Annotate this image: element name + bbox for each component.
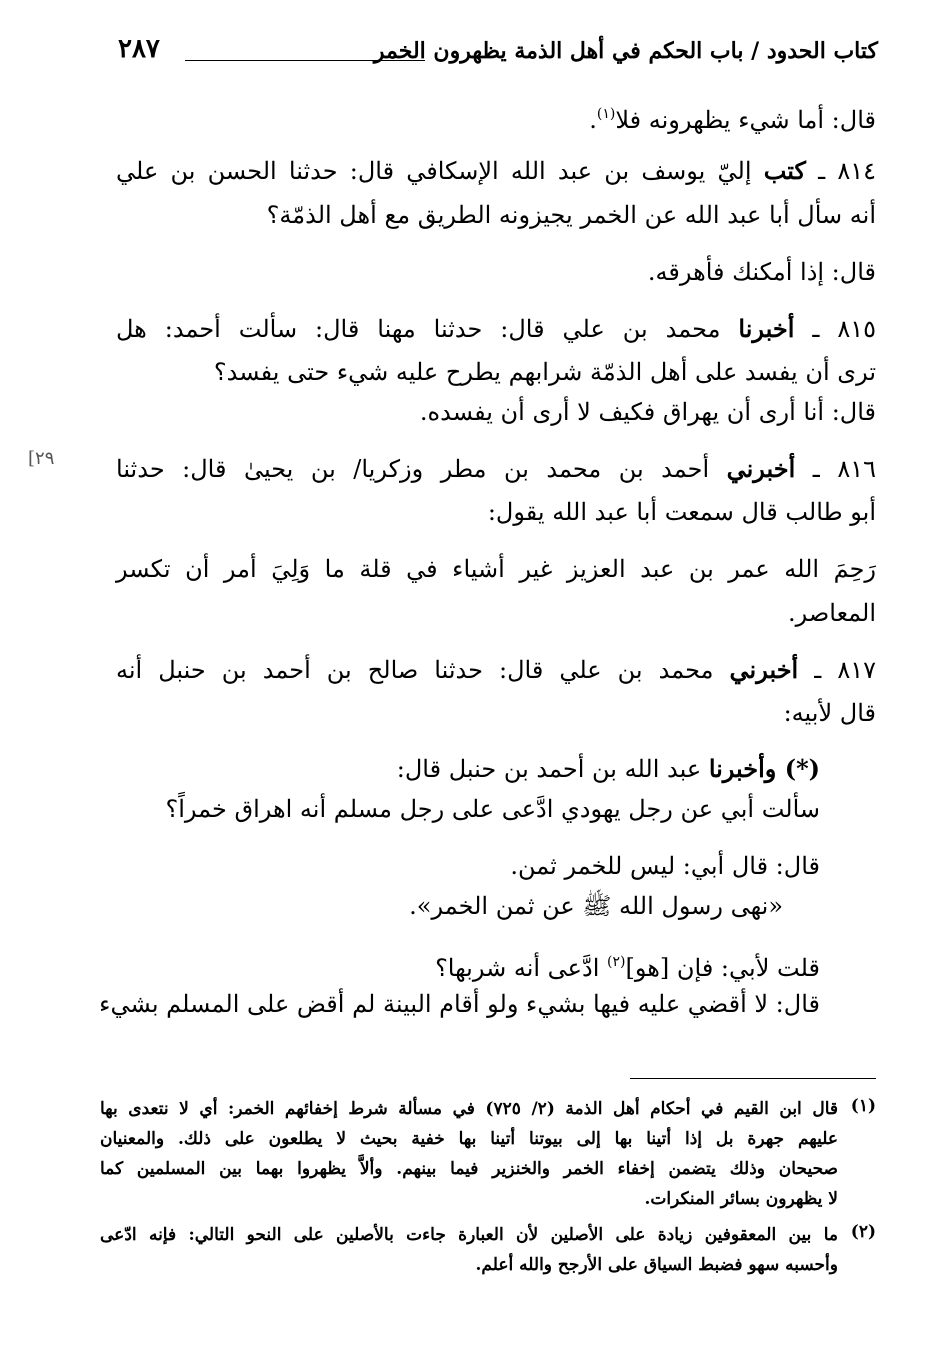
text-line: ترى أن يفسد على أهل الذمّة شرابهم يطرح عليه شيء حتى يفسد؟ — [213, 358, 876, 386]
line-text: . — [589, 106, 597, 134]
footnote-separator — [630, 1078, 876, 1079]
entry-keyword: أخبرنا — [738, 314, 795, 343]
text-line: قال: أنا أرى أن يهراق فكيف لا أرى أن يفسده. — [419, 398, 876, 426]
text-line: رَحِمَ الله عمر بن عبد العزيز غير أشياء في قلة ما وَلِيَ أمر أن تكسر — [116, 555, 876, 583]
text-line — [397, 753, 820, 785]
line-text: عبد الله بن أحمد بن حنبل قال: — [396, 755, 702, 783]
line-text: محمد بن علي قال: حدثنا مهنا قال: سألت أحمد: هل — [116, 315, 721, 343]
text-line: قال لأبيه: — [783, 699, 876, 727]
entry-keyword: أخبرني — [729, 655, 799, 684]
footnote-ref: (١) — [596, 106, 616, 122]
hadith-quote: «نهى رسول الله ﷺ عن ثمن الخمر». — [409, 892, 783, 920]
line-text: ادَّعى أنه شربها؟ — [435, 954, 600, 982]
line-text: إليّ يوسف بن عبد الله الإسكافي قال: حدثنا الحسن بن علي — [116, 157, 752, 185]
page-number: ٢٨٧ — [118, 34, 160, 64]
text-line — [435, 946, 820, 984]
footnote-1-line: صحيحان وذلك يتضمن إخفاء الخمر والخنزير فيما بينهم. وألاَّ يظهروا بهما بين المسلمين كما — [100, 1159, 838, 1179]
text-line: قال: لا أقضي عليه فيها بشيء ولو أقام البينة لم أقض على المسلم بشيء — [99, 990, 820, 1018]
line-text: قلت لأبي: فإن [هو] — [625, 954, 820, 982]
entry-number: ٨١٧ ـ — [814, 656, 876, 684]
line-text: قال: أما شيء يظهرونه فلا — [615, 106, 876, 134]
footnote-1-line: قال ابن القيم في أحكام أهل الذمة (٢/ ٧٢٥) في مسألة شرط إخفائهم الخمر: أي لا نتعدى بها — [100, 1099, 838, 1119]
text-line: قال: قال أبي: ليس للخمر ثمن. — [510, 852, 820, 880]
entry-number: ٨١٦ ـ — [812, 455, 876, 483]
text-line: أنه سأل أبا عبد الله عن الخمر يجيزونه الطريق مع أهل الذمّة؟ — [266, 201, 876, 229]
footnote-2-line: ما بين المعقوفين زيادة على الأصلين لأن العبارة جاءت بالأصلين على النحو التالي: فإنه ادّعى — [100, 1225, 838, 1245]
footnote-2-line: وأحسبه سهو فضبط السياق على الأرجح والله أعلم. — [475, 1255, 838, 1275]
entry-817 — [116, 654, 876, 686]
entry-815 — [116, 313, 876, 345]
entry-keyword: أخبرني — [726, 454, 796, 483]
text-line: أبو طالب قال سمعت أبا عبد الله يقول: — [487, 498, 876, 526]
line-text: أحمد بن محمد بن مطر وزكريا/ بن يحيىٰ قال: حدثنا — [116, 455, 710, 483]
entry-number: ٨١٥ ـ — [812, 315, 876, 343]
footnote-number: (١) — [850, 1096, 876, 1116]
footnote-number: (٢) — [850, 1222, 876, 1242]
entry-814 — [116, 155, 876, 187]
footnote-1-line: لا يظهرون بسائر المنكرات. — [644, 1189, 838, 1209]
running-header-title: كتاب الحدود / باب الحكم في أهل الذمة يظهرون الخمر — [373, 38, 878, 64]
entry-number: ٨١٤ ـ — [818, 157, 877, 185]
text-line — [589, 98, 876, 136]
text-line: المعاصر. — [788, 599, 876, 627]
header-rule — [185, 60, 425, 61]
footnote-ref: (٢) — [607, 954, 626, 970]
text-line: قال: إذا أمكنك فأهرقه. — [647, 258, 876, 286]
entry-keyword: (*) وأخبرنا — [708, 754, 820, 783]
entry-816 — [116, 453, 876, 485]
text-line: سألت أبي عن رجل يهودي ادَّعى على رجل مسلم أنه اهراق خمراً؟ — [165, 795, 820, 823]
margin-page-reference: [٢٩ — [28, 448, 55, 469]
footnote-1-line: عليهم جهرة بل إذا أتينا بها إلى بيوتنا أتينا بها خفية بحيث لا يطلعون على ذلك. والمعنيان — [100, 1129, 838, 1149]
line-text: محمد بن علي قال: حدثنا صالح بن أحمد بن حنبل أنه — [116, 656, 714, 684]
entry-keyword: كتب — [763, 156, 806, 185]
